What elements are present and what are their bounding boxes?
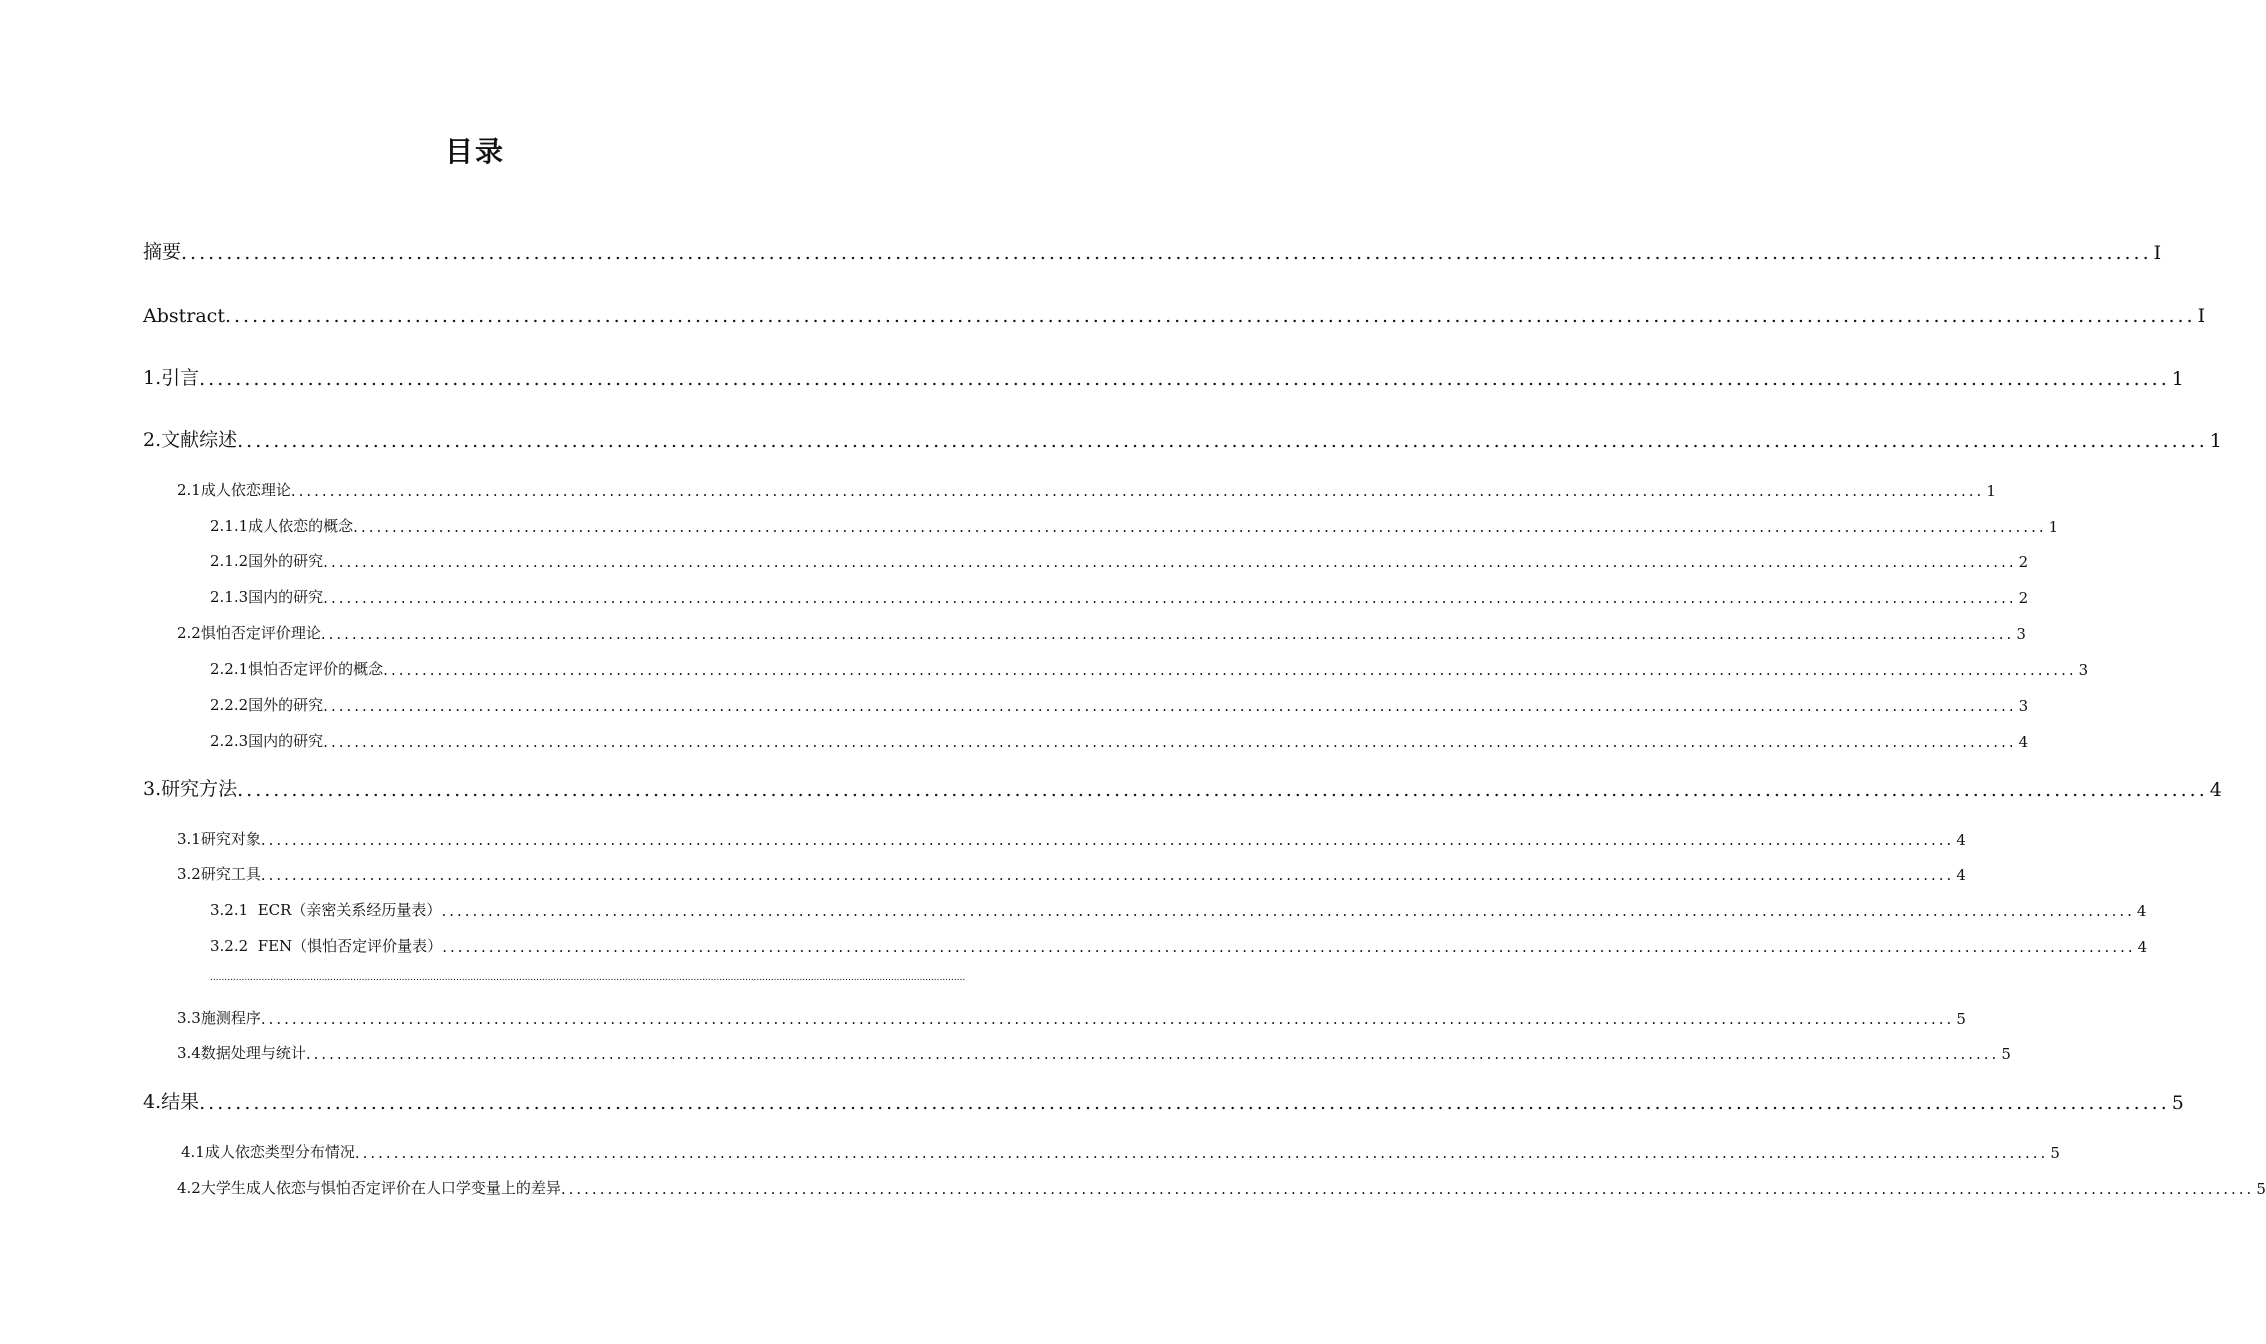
- toc-page-number: I: [2197, 305, 2206, 327]
- toc-entry-2-2[interactable]: [177, 621, 2026, 643]
- toc-page-number: 5: [2050, 1144, 2060, 1162]
- toc-entry-label: 3.3施测程序: [177, 1009, 261, 1027]
- toc-page-number: 4: [1956, 866, 1966, 884]
- toc-entry-label: 4.2大学生成人依恋与惧怕否定评价在人口学变量上的差异: [177, 1179, 561, 1197]
- toc-leader-dots: ..........................................................................................................................................................................................................................: [441, 902, 2135, 920]
- toc-entry-methods[interactable]: [143, 773, 2222, 801]
- toc-entry-abstract-en[interactable]: [143, 299, 2206, 327]
- toc-entry-label: 3.2.1 ECR（亲密关系经历量表）: [210, 901, 442, 919]
- toc-page-number: 4: [1956, 831, 1966, 849]
- toc-page-number: 3: [2018, 697, 2029, 715]
- toc-entry-label: 3.2研究工具: [177, 865, 261, 883]
- toc-entry-4-1[interactable]: [181, 1140, 2060, 1162]
- toc-leader-dots: ..........................................................................................................................................................................................................................: [323, 589, 2017, 607]
- toc-entry-label: 2.2.3国内的研究: [210, 732, 324, 750]
- toc-leader-dots: ..........................................................................................................................................................................................................................: [181, 242, 2152, 264]
- toc-entry-2-2-2[interactable]: [210, 693, 2029, 715]
- toc-entry-label: 3.4数据处理与统计: [177, 1044, 306, 1062]
- toc-leader-dots: ..........................................................................................................................................................................................................................: [560, 1180, 2255, 1198]
- toc-entry-label: 4.结果: [143, 1091, 200, 1113]
- toc-page-number: 2: [2018, 589, 2029, 607]
- toc-leader-dots: ..........................................................................................................................................................................................................................: [224, 305, 2196, 327]
- toc-leader-dots: ..........................................................................................................................................................................................................................: [260, 866, 1955, 884]
- toc-entry-label: 2.1.1成人依恋的概念: [210, 517, 354, 535]
- toc-page-number: 1: [1986, 482, 1996, 500]
- toc-entry-label: 2.1.3国内的研究: [210, 588, 324, 606]
- toc-entry-label: 3.1研究对象: [177, 830, 261, 848]
- toc-page-number: 5: [2171, 1092, 2184, 1114]
- toc-entry-label: 3.研究方法: [143, 778, 238, 800]
- toc-page-number: 5: [2256, 1180, 2266, 1198]
- toc-page-number: 4: [2136, 902, 2147, 920]
- toc-leader-dots: ..........................................................................................................................................................................................................................: [290, 482, 1985, 500]
- toc-leader-dots: ..........................................................................................................................................................................................................................: [305, 1045, 2000, 1063]
- toc-leader-dots: ..........................................................................................................................................................................................................................: [442, 938, 2136, 956]
- toc-page-number: 4: [2209, 779, 2222, 801]
- toc-leader-dots: ..........................................................................................................................................................................................................................: [323, 553, 2017, 571]
- toc-entry-2-1-2[interactable]: [210, 549, 2029, 571]
- toc-leader-dots: ..........................................................................................................................................................................................................................: [383, 661, 2077, 679]
- toc-entry-label: 4.1成人依恋类型分布情况: [181, 1143, 355, 1161]
- toc-entry-3-1[interactable]: [177, 827, 1966, 849]
- toc-page-number: 5: [2001, 1045, 2011, 1063]
- toc-leader-dots: ..........................................................................................................................................................................................................................: [199, 368, 2170, 390]
- toc-entry-2-1[interactable]: [177, 478, 1996, 500]
- toc-page-number: 1: [2209, 430, 2222, 452]
- toc-entry-label: 2.2.1惧怕否定评价的概念: [210, 660, 384, 678]
- toc-entry-label: 1.引言: [143, 367, 200, 389]
- toc-entry-2-2-1[interactable]: [210, 657, 2089, 679]
- toc-entry-4-2[interactable]: [177, 1176, 2266, 1198]
- toc-page-number: 1: [2171, 368, 2184, 390]
- toc-page-number: 3: [2078, 661, 2089, 679]
- toc-entry-label: Abstract: [143, 305, 225, 327]
- toc-entry-label: 2.1.2国外的研究: [210, 552, 324, 570]
- toc-leader-dots: ..........................................................................................................................................................................................................................: [237, 430, 2208, 452]
- toc-entry-introduction[interactable]: [143, 362, 2184, 390]
- toc-page-number: 2: [2018, 553, 2029, 571]
- toc-entry-3-2[interactable]: [177, 862, 1966, 884]
- toc-entry-label: 2.2惧怕否定评价理论: [177, 624, 321, 642]
- toc-entry-label: 3.2.2 FEN（惧怕否定评价量表）: [210, 937, 443, 955]
- toc-entry-2-1-3[interactable]: [210, 585, 2029, 607]
- toc-page-number: 4: [2018, 733, 2029, 751]
- toc-entry-abstract-cn[interactable]: [143, 236, 2162, 264]
- toc-leader-dots: ..........................................................................................................................................................................................................................: [260, 1010, 1955, 1028]
- dotted-separator-line: ........................................................................................................................................................................................................................................................................: [210, 973, 966, 983]
- toc-entry-label: 2.文献综述: [143, 429, 238, 451]
- toc-entry-2-2-3[interactable]: [210, 729, 2029, 751]
- toc-entry-label: 摘要: [143, 241, 182, 263]
- toc-leader-dots: ..........................................................................................................................................................................................................................: [323, 697, 2017, 715]
- toc-page-number: 4: [2137, 938, 2148, 956]
- toc-entry-label: 2.2.2国外的研究: [210, 696, 324, 714]
- toc-entry-3-2-1[interactable]: [210, 898, 2147, 920]
- toc-leader-dots: ..........................................................................................................................................................................................................................: [323, 733, 2017, 751]
- toc-entry-2-1-1[interactable]: [210, 514, 2059, 536]
- toc-entry-literature-review[interactable]: [143, 424, 2222, 452]
- toc-entry-3-3[interactable]: [177, 1006, 1966, 1028]
- toc-leader-dots: ..........................................................................................................................................................................................................................: [260, 831, 1955, 849]
- toc-entry-label: 2.1成人依恋理论: [177, 481, 291, 499]
- toc-entry-3-4[interactable]: [177, 1041, 2011, 1063]
- toc-leader-dots: ..........................................................................................................................................................................................................................: [354, 1144, 2049, 1162]
- toc-leader-dots: ..........................................................................................................................................................................................................................: [237, 779, 2208, 801]
- page-title: 目录: [444, 135, 505, 168]
- toc-leader-dots: ..........................................................................................................................................................................................................................: [320, 625, 2015, 643]
- toc-leader-dots: ..........................................................................................................................................................................................................................: [199, 1092, 2170, 1114]
- toc-page-number: 1: [2048, 518, 2059, 536]
- toc-entry-3-2-2[interactable]: [210, 934, 2148, 956]
- toc-page-number: 5: [1956, 1010, 1966, 1028]
- toc-leader-dots: ..........................................................................................................................................................................................................................: [353, 518, 2047, 536]
- toc-page-number: I: [2153, 242, 2162, 264]
- toc-page-number: 3: [2016, 625, 2026, 643]
- toc-entry-results[interactable]: [143, 1086, 2184, 1114]
